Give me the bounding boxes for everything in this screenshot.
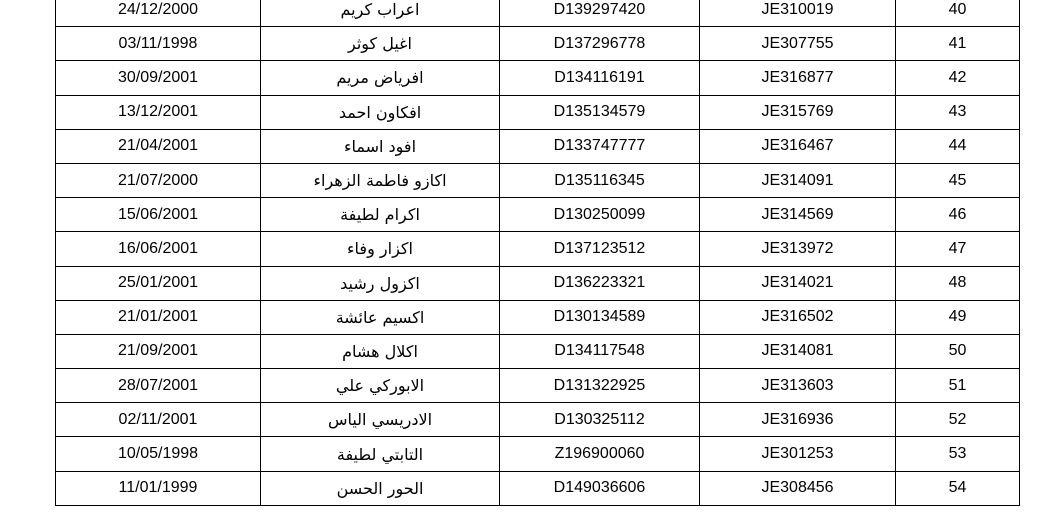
massar-code-cell: D135116345	[500, 163, 700, 197]
birth-date-cell: 25/01/2001	[56, 266, 261, 300]
massar-code-cell: D135134579	[500, 95, 700, 129]
row-number-cell: 45	[896, 163, 1020, 197]
row-number-cell: 43	[896, 95, 1020, 129]
table-row	[56, 232, 1020, 266]
massar-code-cell: D149036606	[500, 471, 700, 505]
row-number-cell: 44	[896, 129, 1020, 163]
massar-code-cell: D130250099	[500, 198, 700, 232]
exam-number-cell: JE313972	[700, 232, 896, 266]
birth-date-cell: 21/01/2001	[56, 300, 261, 334]
exam-number-cell: JE316467	[700, 129, 896, 163]
exam-number-cell: JE314081	[700, 334, 896, 368]
massar-code-cell: D130134589	[500, 300, 700, 334]
birth-date-cell: 21/09/2001	[56, 334, 261, 368]
birth-date-cell: 21/07/2000	[56, 163, 261, 197]
row-number-cell: 52	[896, 403, 1020, 437]
student-name-cell: الحور الحسن	[261, 471, 500, 505]
birth-date-cell: 21/04/2001	[56, 129, 261, 163]
student-name-cell: اكرام لطيفة	[261, 198, 500, 232]
birth-date-cell: 13/12/2001	[56, 95, 261, 129]
student-name-cell: اكازو فاطمة الزهراء	[261, 163, 500, 197]
row-number-cell: 47	[896, 232, 1020, 266]
table-row	[56, 403, 1020, 437]
birth-date-cell: 15/06/2001	[56, 198, 261, 232]
massar-code-cell: D133747777	[500, 129, 700, 163]
exam-number-cell: JE316877	[700, 61, 896, 95]
student-name-cell: الادريسي الياس	[261, 403, 500, 437]
table-row	[56, 300, 1020, 334]
birth-date-cell: 11/01/1999	[56, 471, 261, 505]
row-number-cell: 46	[896, 198, 1020, 232]
row-number-cell: 49	[896, 300, 1020, 334]
row-number-cell: 40	[896, 0, 1020, 27]
student-name-cell: اكسيم عائشة	[261, 300, 500, 334]
massar-code-cell: D137296778	[500, 27, 700, 61]
exam-number-cell: JE308456	[700, 471, 896, 505]
table-row	[56, 266, 1020, 300]
table-row	[56, 369, 1020, 403]
row-number-cell: 54	[896, 471, 1020, 505]
row-number-cell: 48	[896, 266, 1020, 300]
birth-date-cell: 28/07/2001	[56, 369, 261, 403]
student-name-cell: اكزول رشيد	[261, 266, 500, 300]
exam-number-cell: JE310019	[700, 0, 896, 27]
table-row	[56, 471, 1020, 505]
table-row	[56, 198, 1020, 232]
row-number-cell: 42	[896, 61, 1020, 95]
exam-number-cell: JE313603	[700, 369, 896, 403]
exam-number-cell: JE316936	[700, 403, 896, 437]
student-table	[55, 0, 1020, 506]
massar-code-cell: D136223321	[500, 266, 700, 300]
student-name-cell: التابتي لطيفة	[261, 437, 500, 471]
table-row	[56, 129, 1020, 163]
table-row	[56, 334, 1020, 368]
birth-date-cell: 03/11/1998	[56, 27, 261, 61]
massar-code-cell: D130325112	[500, 403, 700, 437]
table-body	[56, 0, 1020, 505]
row-number-cell: 53	[896, 437, 1020, 471]
exam-number-cell: JE314091	[700, 163, 896, 197]
exam-number-cell: JE314569	[700, 198, 896, 232]
massar-code-cell: D137123512	[500, 232, 700, 266]
table-row	[56, 0, 1020, 27]
birth-date-cell: 02/11/2001	[56, 403, 261, 437]
exam-number-cell: JE307755	[700, 27, 896, 61]
student-name-cell: الابوركي علي	[261, 369, 500, 403]
row-number-cell: 41	[896, 27, 1020, 61]
student-name-cell: اعراب كريم	[261, 0, 500, 27]
student-name-cell: اكلال هشام	[261, 334, 500, 368]
exam-number-cell: JE316502	[700, 300, 896, 334]
exam-number-cell: JE315769	[700, 95, 896, 129]
exam-number-cell: JE314021	[700, 266, 896, 300]
row-number-cell: 50	[896, 334, 1020, 368]
student-name-cell: افود اسماء	[261, 129, 500, 163]
student-name-cell: افرياض مريم	[261, 61, 500, 95]
massar-code-cell: D134116191	[500, 61, 700, 95]
massar-code-cell: Z196900060	[500, 437, 700, 471]
exam-number-cell: JE301253	[700, 437, 896, 471]
birth-date-cell: 16/06/2001	[56, 232, 261, 266]
row-number-cell: 51	[896, 369, 1020, 403]
student-name-cell: اغيل كوثر	[261, 27, 500, 61]
massar-code-cell: D131322925	[500, 369, 700, 403]
table-row	[56, 27, 1020, 61]
birth-date-cell: 24/12/2000	[56, 0, 261, 27]
table-row	[56, 163, 1020, 197]
massar-code-cell: D134117548	[500, 334, 700, 368]
birth-date-cell: 30/09/2001	[56, 61, 261, 95]
student-name-cell: افكاون احمد	[261, 95, 500, 129]
massar-code-cell: D139297420	[500, 0, 700, 27]
birth-date-cell: 10/05/1998	[56, 437, 261, 471]
table-row	[56, 437, 1020, 471]
table-row	[56, 95, 1020, 129]
student-name-cell: اكزار وفاء	[261, 232, 500, 266]
table-row	[56, 61, 1020, 95]
